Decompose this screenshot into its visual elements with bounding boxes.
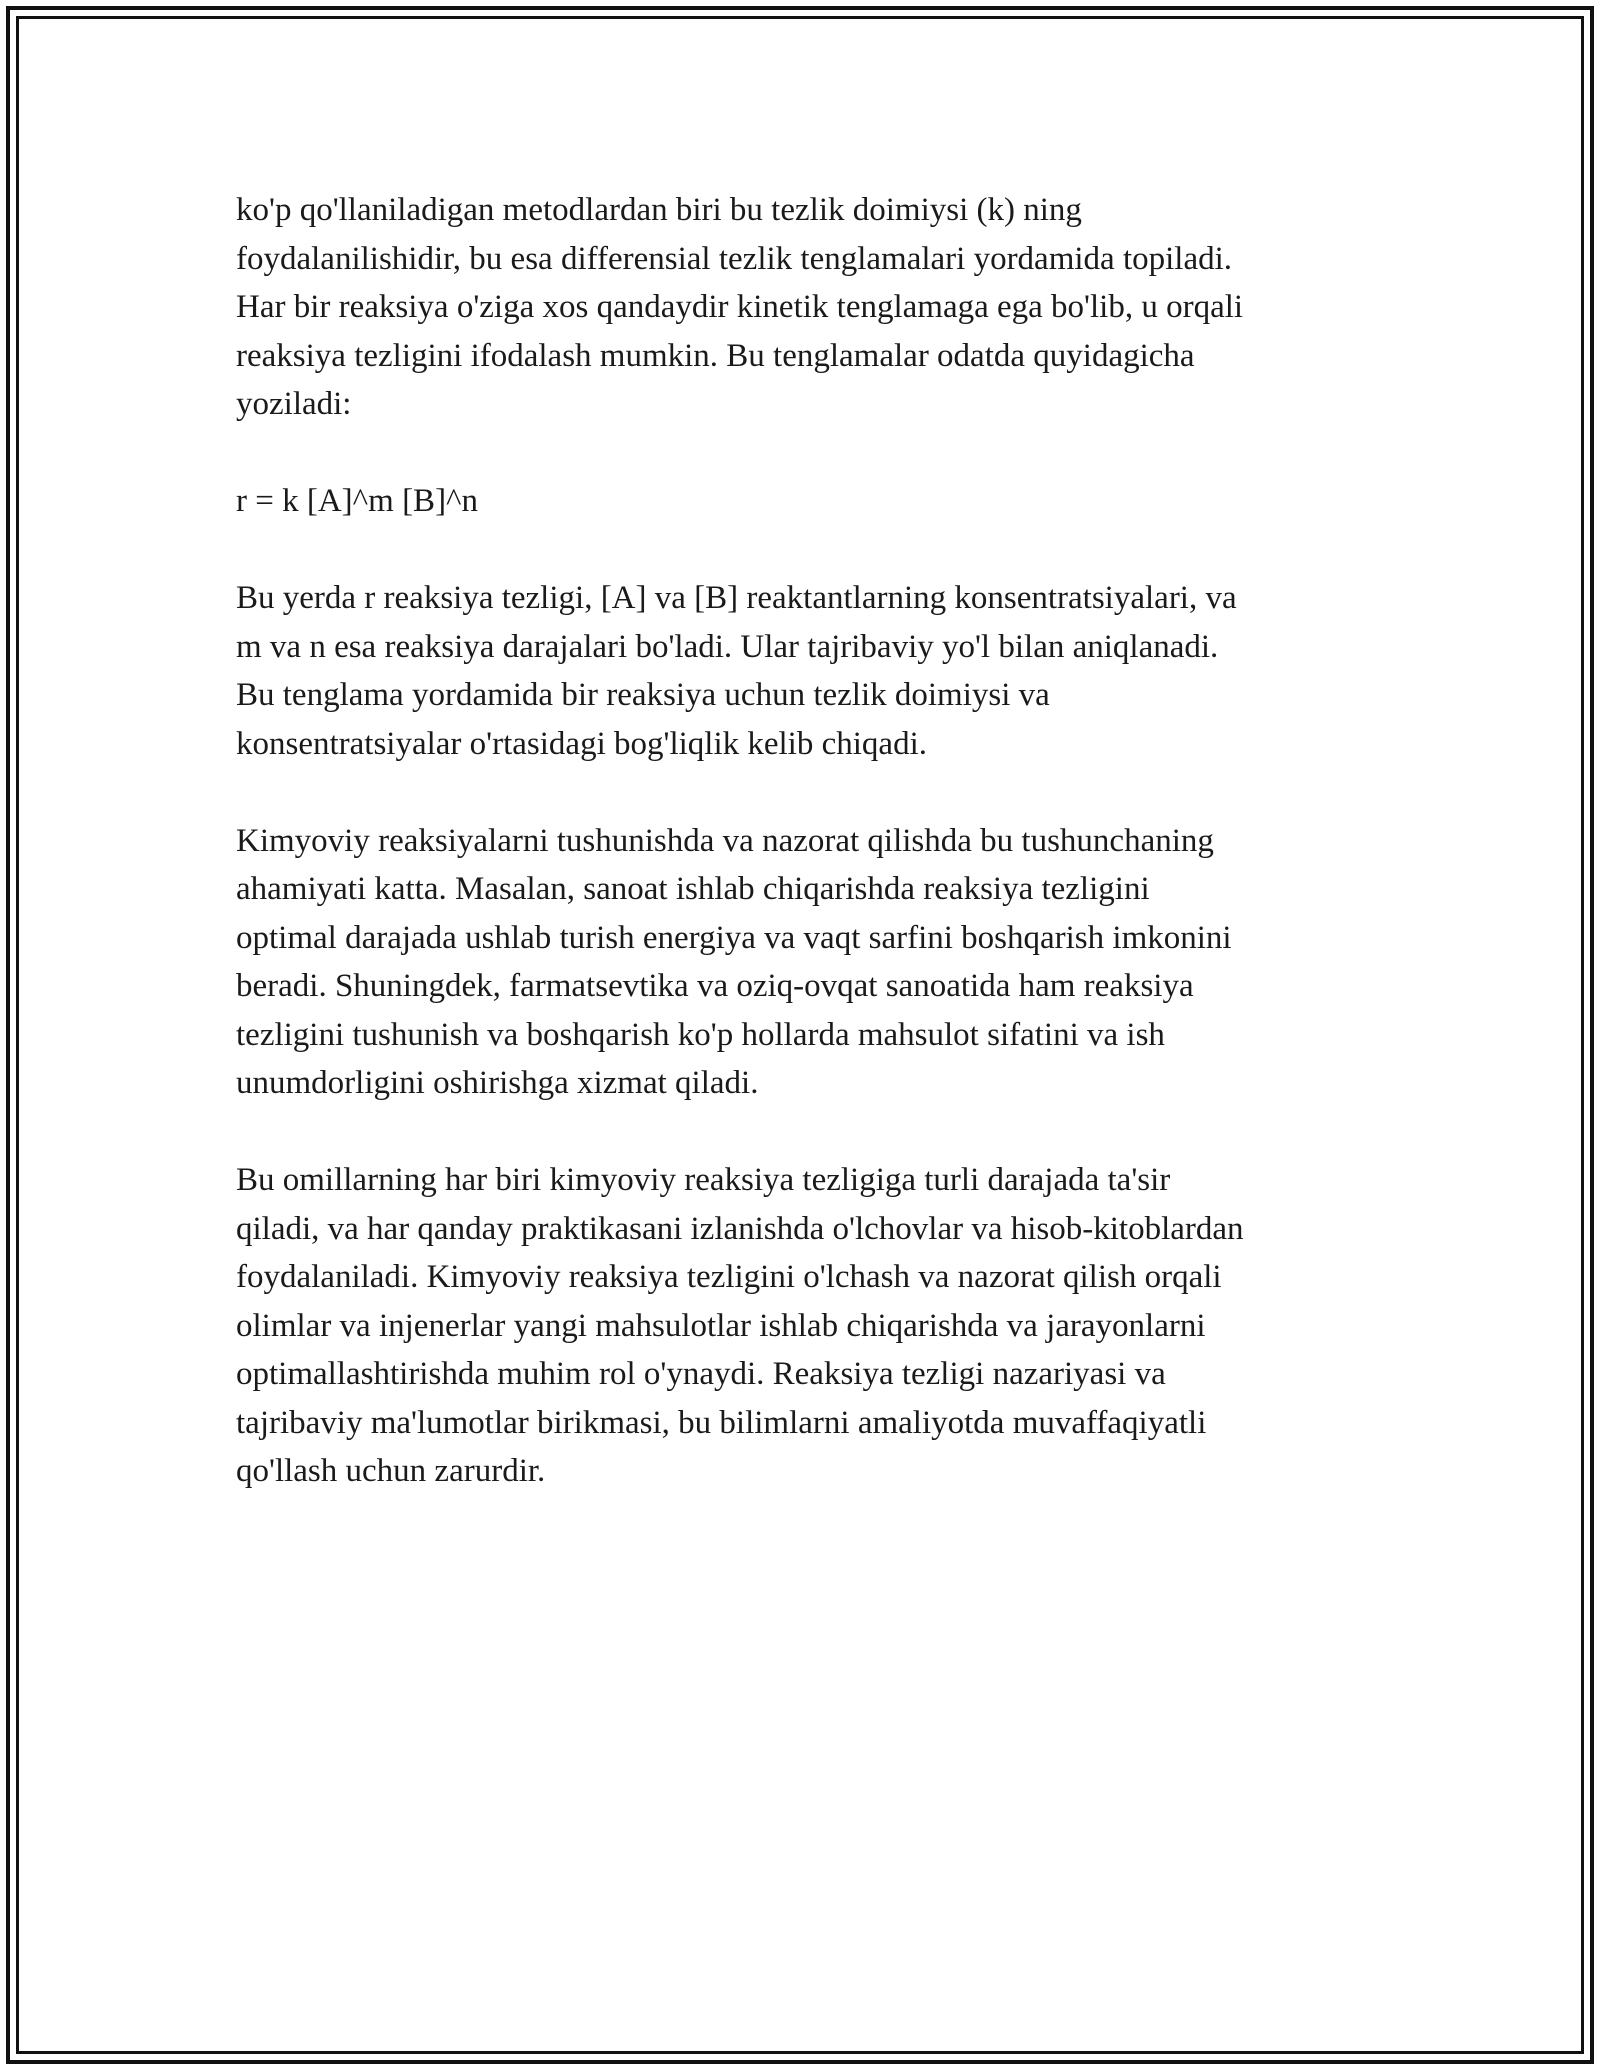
paragraph-intro: ko'p qo'llaniladigan metodlardan biri bu tezlik doimiysi (k) ning foydalanilishidir, bu esa differensial tezlik tenglamalari yordamida topiladi. Har bir reaksiya o'ziga xos qandaydir kinetik tenglamaga ega bo'lib, u orqali reaksiya tezligini ifodalash mumkin. Bu tenglamalar odatda quyidagicha yoziladi: bbox=[236, 192, 1244, 422]
paragraph-conclusion: Bu omillarning har biri kimyoviy reaksiya tezligiga turli darajada ta'sir qiladi, va har qanday praktikasani izlanishda o'lchovlar va hisob-kitoblardan foydalaniladi. Kimyoviy reaksiya tezligini o'lchash va nazorat qilish orqali olimlar va injenerlar yangi mahsulotlar ishlab chiqarishda va jarayonlarni optimallashtirishda muhim rol o'ynaydi. Reaksiya tezligi nazariyasi va tajribaviy ma'lumotlar birikmasi, bu bilimlarni amaliyotda muvaffaqiyatli qo'llash uchun zarurdir. bbox=[236, 1162, 1244, 1489]
rate-equation: r = k [A]^m [B]^n bbox=[236, 483, 479, 519]
paragraph-importance: Kimyoviy reaksiyalarni tushunishda va nazorat qilishda bu tushunchaning ahamiyati katta. Masalan, sanoat ishlab chiqarishda reaksiya tezligini optimal darajada ushlab turish energiya va vaqt sarfini boshqarish imkonini beradi. Shuningdek, farmatsevtika va oziq-ovqat sanoatida ham reaksiya tezligini tushunish va boshqarish ko'p hollarda mahsulot sifatini va ish unumdorligini oshirishga xizmat qiladi. bbox=[236, 822, 1232, 1101]
paragraph-definitions: Bu yerda r reaksiya tezligi, [A] va [B] reaktantlarning konsentratsiyalari, va m va n esa reaksiya darajalari bo'ladi. Ular tajribaviy yo'l bilan aniqlanadi. Bu tenglama yordamida bir reaksiya uchun tezlik doimiysi va konsentratsiyalar o'rtasidagi bog'liqlik kelib chiqadi. bbox=[236, 580, 1237, 762]
document-body bbox=[236, 186, 1366, 1496]
